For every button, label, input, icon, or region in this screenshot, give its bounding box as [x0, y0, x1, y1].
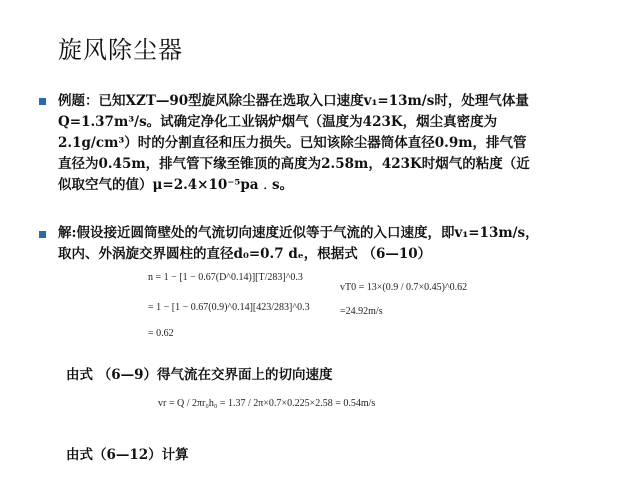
example-line: 似取空气的值）μ=2.4×10⁻⁵pa﹒s。	[58, 177, 294, 193]
tangential-velocity-label: 由式 （6—9）得气流在交界面上的切向速度	[66, 367, 333, 383]
example-line: 2.1g/cm³）时的分割直径和压力损失。已知该除尘器筒体直径0.9m，排气管	[58, 135, 527, 151]
equation-n-line2: = 1 − [1 − 0.67(0.9)^0.14][423/283]^0.3	[148, 302, 310, 313]
bullet-icon	[39, 98, 46, 105]
calc-label: 由式（6—12）计算	[66, 447, 189, 463]
example-line: 例题：已知XZT—90型旋风除尘器在选取入口速度v₁=13m/s时，处理气体量	[58, 93, 529, 109]
solution-line: 取内、外涡旋交界圆柱的直径d₀=0.7 dₑ，根据式 （6—10）	[58, 246, 432, 262]
example-paragraph	[58, 91, 530, 196]
equation-n-line1: n = 1 − [1 − 0.67(D^0.14)][T/283]^0.3	[148, 272, 303, 283]
solution-paragraph	[58, 223, 539, 265]
example-line: Q=1.37m³/s。试确定净化工业锅炉烟气（温度为423K，烟尘真密度为	[58, 114, 498, 130]
equation-vr: vr = Q / 2πr₀h₀ = 1.37 / 2π×0.7×0.225×2.58 = 0.54m/s	[158, 398, 376, 409]
slide-title: 旋风除尘器	[58, 36, 183, 64]
equation-n-result: = 0.62	[148, 328, 174, 339]
example-line: 直径为0.45m，排气管下缘至锥顶的高度为2.58m，423K时烟气的粘度（近	[58, 156, 530, 172]
bullet-icon	[39, 231, 46, 238]
solution-line: 解:假设接近圆筒壁处的气流切向速度近似等于气流的入口速度，即v₁=13m/s，	[58, 225, 539, 241]
equation-vt0: vT0 = 13×(0.9 / 0.7×0.45)^0.62	[340, 282, 468, 293]
equation-vt0-result: =24.92m/s	[340, 306, 383, 317]
